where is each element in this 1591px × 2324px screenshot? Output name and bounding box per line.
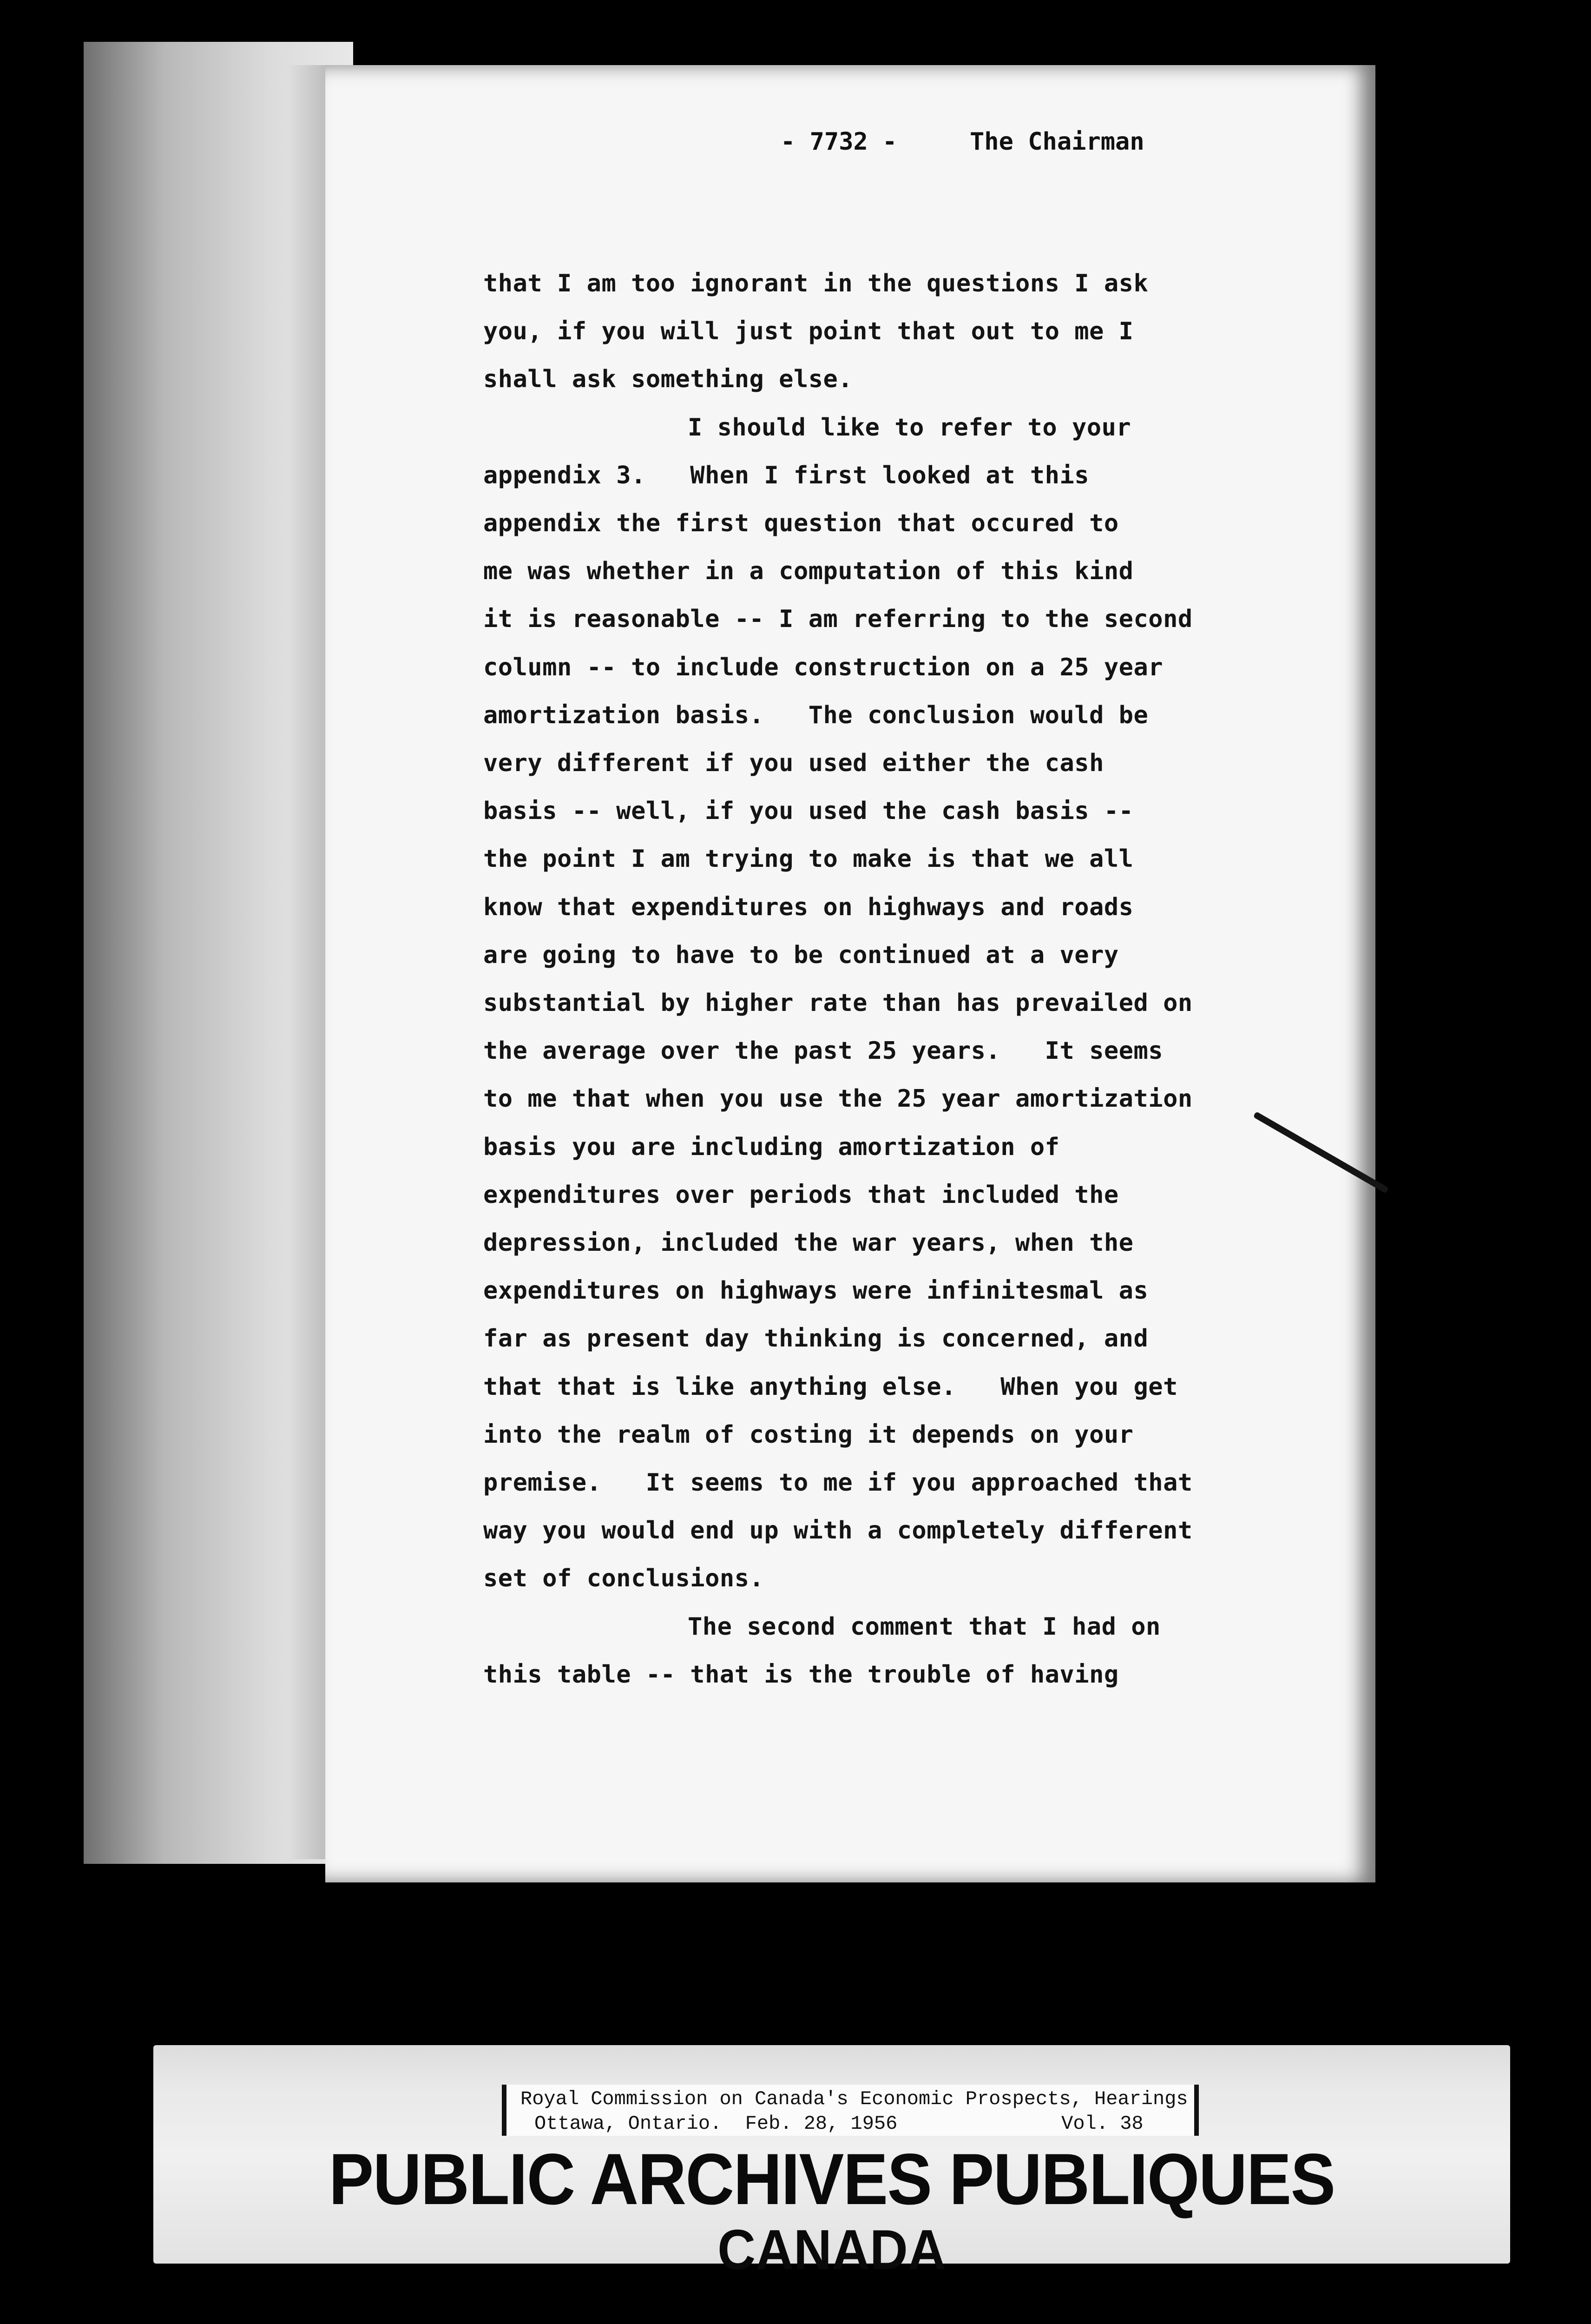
text-line: I should like to refer to your xyxy=(688,414,1131,442)
archive-title: PUBLIC ARCHIVES PUBLIQUES xyxy=(329,2139,1335,2220)
text-line: are going to have to be continued at a very xyxy=(483,941,1119,969)
text-line: basis -- well, if you used the cash basis -- xyxy=(483,797,1134,825)
text-line: into the realm of costing it depends on your xyxy=(483,1421,1134,1449)
text-line: expenditures on highways were infinitesmal as xyxy=(483,1277,1149,1305)
text-line: expenditures over periods that included the xyxy=(483,1181,1119,1209)
page-header: - 7732 - The Chairman xyxy=(781,128,1144,156)
text-line: this table -- that is the trouble of having xyxy=(483,1661,1119,1689)
text-line: the point I am trying to make is that we all xyxy=(483,845,1134,873)
text-line: you, if you will just point that out to me I xyxy=(483,317,1134,345)
text-line: amortization basis. The conclusion would be xyxy=(483,701,1149,729)
text-line: set of conclusions. xyxy=(483,1565,764,1592)
text-line: substantial by higher rate than has prevailed on xyxy=(483,989,1193,1017)
text-line: basis you are including amortization of xyxy=(483,1133,1060,1161)
text-line: know that expenditures on highways and roads xyxy=(483,893,1134,921)
archive-subtitle: CANADA xyxy=(717,2218,946,2281)
text-line: premise. It seems to me if you approached that xyxy=(483,1469,1193,1497)
text-line: The second comment that I had on xyxy=(688,1613,1161,1641)
text-line: far as present day thinking is concerned, and xyxy=(483,1325,1149,1353)
text-line: depression, included the war years, when the xyxy=(483,1229,1134,1257)
text-line: that that is like anything else. When you get xyxy=(483,1373,1178,1401)
text-line: very different if you used either the cash xyxy=(483,749,1104,777)
text-line: column -- to include construction on a 25 year xyxy=(483,654,1164,681)
text-line: that I am too ignorant in the questions I ask xyxy=(483,270,1149,297)
text-line: me was whether in a computation of this kind xyxy=(483,557,1134,585)
text-line: the average over the past 25 years. It seems xyxy=(483,1037,1164,1065)
text-line: appendix 3. When I first looked at this xyxy=(483,462,1090,489)
text-line: way you would end up with a completely different xyxy=(483,1517,1193,1545)
text-line: to me that when you use the 25 year amortization xyxy=(483,1085,1193,1113)
archive-label-line1: Royal Commission on Canada's Economic Prospects, Hearings xyxy=(520,2088,1188,2110)
text-line: shall ask something else. xyxy=(483,365,853,393)
text-line: appendix the first question that occured to xyxy=(483,509,1119,537)
text-line: it is reasonable -- I am referring to the second xyxy=(483,605,1193,633)
archive-label-line2: Ottawa, Ontario. Feb. 28, 1956 Vol. 38 xyxy=(534,2113,1144,2135)
